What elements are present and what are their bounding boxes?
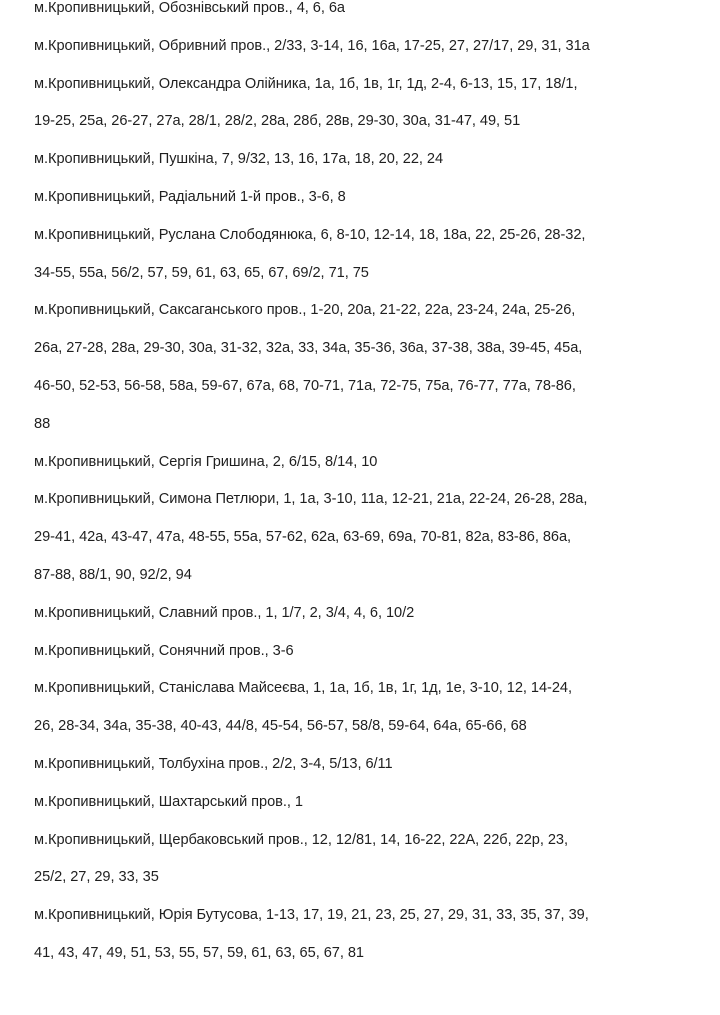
address-entry: м.Кропивницький, Сергія Гришина, 2, 6/15, 8/14, 10 bbox=[34, 453, 378, 470]
address-entry: м.Кропивницький, Пушкіна, 7, 9/32, 13, 16, 17а, 18, 20, 22, 24 bbox=[34, 151, 444, 168]
address-entry: м.Кропивницький, Славний пров., 1, 1/7, 2, 3/4, 4, 6, 10/2 bbox=[34, 604, 415, 621]
address-entry: м.Кропивницький, Обривний пров., 2/33, 3-14, 16, 16а, 17-25, 27, 27/17, 29, 31, 31а bbox=[34, 37, 590, 54]
address-entry: м.Кропивницький, Обознівський пров., 4, 6, 6а bbox=[34, 0, 345, 16]
address-entry: м.Кропивницький, Руслана Слободянюка, 6, 8-10, 12-14, 18, 18а, 22, 25-26, 28-32, 34-55, 55а, 56/2, 57, 59, 61, 63, 65, 67, 69/2, 71, 75 bbox=[34, 226, 586, 281]
address-entry: м.Кропивницький, Саксаганського пров., 1-20, 20а, 21-22, 22а, 23-24, 24а, 25-26, 26а, 27-28, 28а, 29-30, 30а, 31-32, 32а, 33, 34а, 35-36, 36а, 37-38, 38а, 39-45, 45а, 46-50, 52-53, 56-58, 58а, 59-67, 67а, 68, 70-71, 71а, 72-75, 75а, 76-77, 77а, 78-86, 88 bbox=[34, 302, 583, 432]
address-entry: м.Кропивницький, Щербаковський пров., 12, 12/81, 14, 16-22, 22А, 22б, 22р, 23, 25/2, 27, 29, 33, 35 bbox=[34, 831, 568, 886]
address-entry: м.Кропивницький, Шахтарський пров., 1 bbox=[34, 793, 303, 810]
address-entry: м.Кропивницький, Толбухіна пров., 2/2, 3-4, 5/13, 6/11 bbox=[34, 755, 393, 772]
address-entry: м.Кропивницький, Радіальний 1-й пров., 3-6, 8 bbox=[34, 188, 346, 205]
address-entry: м.Кропивницький, Олександра Олійника, 1а, 1б, 1в, 1г, 1д, 2-4, 6-13, 15, 17, 18/1, 19-25, 25а, 26-27, 27а, 28/1, 28/2, 28а, 28б, 28в, 29-30, 30а, 31-47, 49, 51 bbox=[34, 75, 578, 130]
address-entry: м.Кропивницький, Симона Петлюри, 1, 1а, 3-10, 11а, 12-21, 21а, 22-24, 26-28, 28а, 29-41, 42а, 43-47, 47а, 48-55, 55а, 57-62, 62а, 63-69, 69а, 70-81, 82а, 83-86, 86а, 87-88, 88/1, 90, 92/2, 94 bbox=[34, 491, 588, 583]
address-entry: м.Кропивницький, Юрія Бутусова, 1-13, 17, 19, 21, 23, 25, 27, 29, 31, 33, 35, 37, 39, 41, 43, 47, 49, 51, 53, 55, 57, 59, 61, 63, 65, 67, 81 bbox=[34, 907, 589, 961]
address-list bbox=[34, 0, 594, 973]
address-entry: м.Кропивницький, Станіслава Майсеєва, 1, 1а, 1б, 1в, 1г, 1д, 1е, 3-10, 12, 14-24, 26, 28-34, 34а, 35-38, 40-43, 44/8, 45-54, 56-57, 58/8, 59-64, 64а, 65-66, 68 bbox=[34, 680, 572, 735]
address-entry: м.Кропивницький, Сонячний пров., 3-6 bbox=[34, 642, 294, 659]
